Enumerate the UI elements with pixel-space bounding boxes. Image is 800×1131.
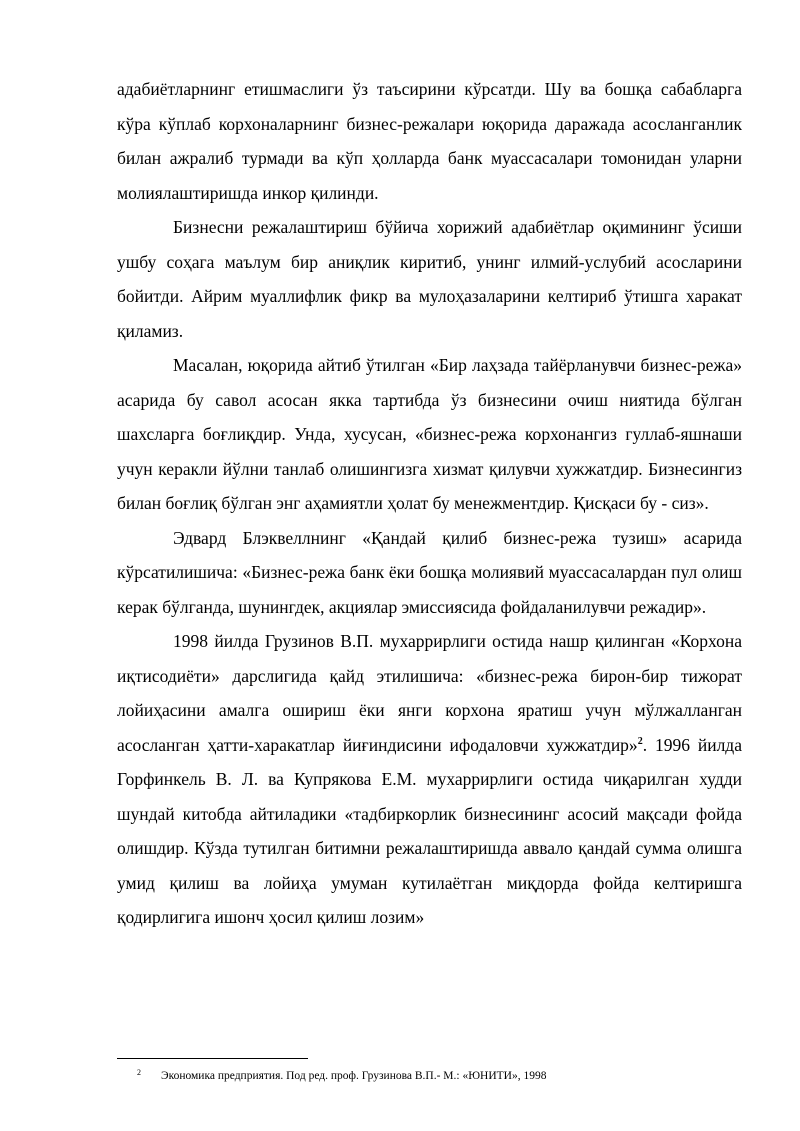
footnote-reference[interactable]: 2 <box>637 735 643 747</box>
footnote <box>117 1068 742 1084</box>
body-text <box>117 72 742 935</box>
paragraph-5-text-before: 1998 йилда Грузинов В.П. мухаррирлиги остида нашр қилинган «Корхона иқтисодиёти» дарслигида қайд этилишича: «бизнес-режа бирон-бир тижорат лойиҳасини амалга ошириш ёки янги корхона яратиш учун мўлжалланган асосланган ҳатти-харакатлар йиғиндисини ифодаловчи хужжатдир» <box>117 631 742 755</box>
paragraph-4: Эдвард Блэквеллнинг «Қандай қилиб бизнес-режа тузиш» асарида кўрсатилишича: «Бизнес-режа банк ёки бошқа молиявий муассасалардан пул олиш керак бўлганда, шунингдек, акциялар эмиссиясида фойдаланилувчи режадир». <box>117 527 742 617</box>
footnote-number: 2 <box>137 1068 141 1077</box>
footnote-text: Экономика предприятия. Под ред. проф. Грузинова В.П.- М.: «ЮНИТИ», 1998 <box>161 1070 547 1082</box>
paragraph-1: адабиётларнинг етишмаслиги ўз таъсирини кўрсатди. Шу ва бошқа сабабларга кўра кўплаб корхоналарнинг бизнес-режалари юқорида даражада асосланганлик билан ажралиб турмади ва кўп ҳолларда банк муассасалари томонидан уларни молиялаштиришда инкор қилинди. <box>117 79 742 203</box>
paragraph-2: Бизнесни режалаштириш бўйича хорижий адабиётлар оқимининг ўсиши ушбу соҳага маълум бир аниқлик киритиб, унинг илмий-услубий асосларини бойитди. Айрим муаллифлик фикр ва мулоҳазаларини келтириб ўтишга харакат қиламиз. <box>117 217 742 341</box>
paragraph-5-text-after: . 1996 йилда Горфинкель В. Л. ва Купрякова Е.М. мухаррирлиги остида чиқарилган худди шундай китобда айтиладики «тадбиркорлик бизнесининг асосий мақсади фойда олишдир. Кўзда тутилган битимни режалаштиришда аввало қандай сумма олишга умид қилиш ва лойиҳа умуман кутилаётган миқдорда фойда келтиришга қодирлигига ишонч ҳосил қилиш лозим» <box>117 734 742 927</box>
footnote-separator <box>117 1058 308 1059</box>
paragraph-5 <box>117 624 742 935</box>
paragraph-3: Масалан, юқорида айтиб ўтилган «Бир лаҳзада тайёрланувчи бизнес-режа» асарида бу савол асосан якка тартибда ўз бизнесини очиш ниятида бўлган шахсларга боғлиқдир. Унда, хусусан, «бизнес-режа корхонангиз гуллаб-яшнаши учун керакли йўлни танлаб олишингизга хизмат қилувчи хужжатдир. Бизнесингиз билан боғлиқ бўлган энг аҳамиятли ҳолат бу менежментдир. Қисқаси бу - сиз». <box>117 355 742 513</box>
